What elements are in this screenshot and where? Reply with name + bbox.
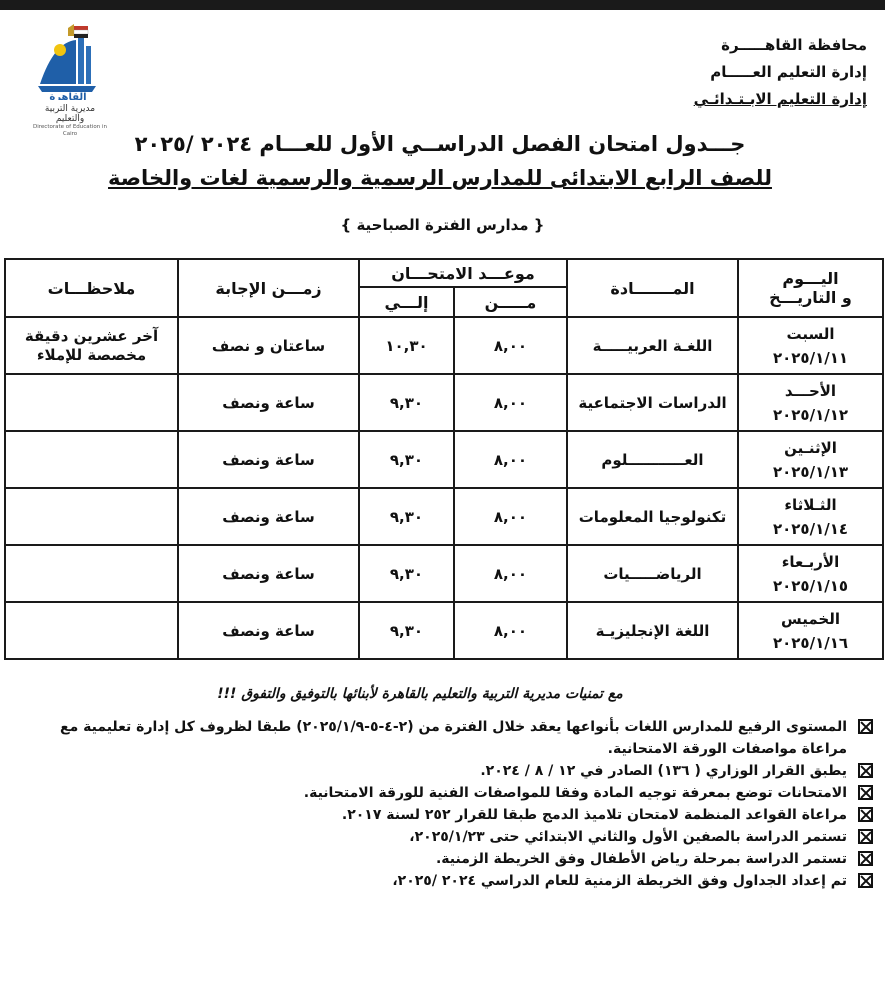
subject-cell: الرياضـــــيات: [567, 545, 738, 602]
day-date-cell: [738, 431, 883, 488]
from-time-cell: ٨,٠٠: [454, 545, 567, 602]
subject-cell: تكنولوجيا المعلومات: [567, 488, 738, 545]
list-item: [15, 826, 873, 848]
day-name: الخميس: [781, 609, 840, 628]
header-date: و التاريـــخ: [769, 288, 852, 307]
exam-date: ٢٠٢٥/١/١٤: [772, 519, 849, 538]
duration-cell: ساعة ونصف: [178, 431, 359, 488]
governorate-label: محافظة القاهـــــرة: [721, 36, 867, 54]
emblem-icon: [30, 22, 110, 100]
exam-date: ٢٠٢٥/١/١٣: [772, 462, 849, 481]
subject-cell: اللغـة العربيـــــة: [567, 317, 738, 374]
list-item: [15, 782, 873, 804]
day-name: الأربـعاء: [781, 552, 840, 571]
day-date-cell: [738, 545, 883, 602]
duration-cell: ساعة ونصف: [178, 602, 359, 659]
document-title: جـــدول امتحان الفصل الدراســي الأول للعـــام ٢٠٢٤ /٢٠٢٥: [134, 132, 746, 156]
list-item-text: تستمر الدراسة بمرحلة رياض الأطفال وفق الخريطة الزمنية.: [435, 851, 847, 867]
logo-arabic-caption: مديرية التربية والتعليم: [44, 104, 96, 124]
day-name: الإثنـين: [784, 438, 837, 457]
exam-date: ٢٠٢٥/١/١٥: [772, 576, 849, 595]
day-name: الأحـــد: [784, 381, 837, 400]
day-name: الثـلاثاء: [784, 495, 837, 514]
issuing-authority: [637, 32, 867, 113]
subject-cell: اللغة الإنجليزيـة: [567, 602, 738, 659]
header-to: إلـــي: [359, 287, 454, 317]
subject-cell: الدراسات الاجتماعية: [567, 374, 738, 431]
from-time-cell: ٨,٠٠: [454, 374, 567, 431]
from-time-cell: ٨,٠٠: [454, 431, 567, 488]
checkbox-x-icon: [858, 829, 873, 844]
table-row: [5, 431, 883, 488]
table-row: [5, 602, 883, 659]
duration-cell: ساعة ونصف: [178, 488, 359, 545]
general-education-label: إدارة التعليم العـــــام: [710, 63, 867, 81]
notes-cell: آخر عشرين دقيقة مخصصة للإملاء: [5, 317, 178, 374]
to-time-cell: ٩,٣٠: [359, 602, 454, 659]
exam-schedule-table: [4, 258, 884, 660]
list-item: [15, 870, 873, 892]
duration-cell: ساعتان و نصف: [178, 317, 359, 374]
header-day: اليـــوم: [782, 269, 839, 288]
notes-cell: [5, 374, 178, 431]
day-date-cell: [738, 317, 883, 374]
checkbox-x-icon: [858, 763, 873, 778]
document-subtitle-grade: [70, 166, 810, 190]
notes-list: [15, 716, 873, 892]
list-item: [15, 848, 873, 870]
table-row: [5, 488, 883, 545]
checkbox-x-icon: [858, 851, 873, 866]
to-time-cell: ٩,٣٠: [359, 488, 454, 545]
to-time-cell: ٩,٣٠: [359, 545, 454, 602]
day-date-cell: [738, 488, 883, 545]
notes-cell: [5, 431, 178, 488]
day-name: السبت: [786, 324, 835, 343]
duration-cell: ساعة ونصف: [178, 545, 359, 602]
shift-label: { مدارس الفترة الصباحية }: [340, 216, 545, 234]
exam-date: ٢٠٢٥/١/١١: [772, 348, 849, 367]
list-item-text: تستمر الدراسة بالصفين الأول والثاني الابتدائي حتى ٢٠٢٥/١/٢٣،: [409, 829, 847, 845]
notes-cell: [5, 488, 178, 545]
notes-cell: [5, 545, 178, 602]
exam-date: ٢٠٢٥/١/١٦: [772, 633, 849, 652]
header-exam-time: موعـــد الامتحـــان: [359, 259, 567, 287]
list-item: [15, 716, 873, 760]
header-notes: ملاحظـــات: [5, 259, 178, 317]
grade-line: للصف الرابع الابتدائى للمدارس الرسمية والرسمية لغات والخاصة: [108, 166, 772, 190]
closing-wishes: مع تمنيات مديرية التربية والتعليم بالقاهرة لأبنائها بالتوفيق والتفوق !!!: [217, 686, 623, 702]
list-item-text: الامتحانات توضع بمعرفة توجيه المادة وفقا للمواصفات الفنية للورقة الامتحانية.: [303, 785, 847, 801]
logo-wordmark: القاهرة: [49, 92, 87, 100]
list-item-text: يطبق القرار الوزاري ( ١٣٦) الصادر في ١٢ / ٨ / ٢٠٢٤.: [480, 763, 847, 779]
cairo-emblem-logo: [30, 22, 110, 137]
subject-cell: العـــــــــــلوم: [567, 431, 738, 488]
logo-english-caption: Directorate of Education in Cairo: [33, 124, 107, 137]
checkbox-x-icon: [858, 719, 873, 734]
day-date-cell: [738, 602, 883, 659]
list-item-text: المستوى الرفيع للمدارس اللغات بأنواعها يعقد خلال الفترة من (٢-٤-٥-٢٠٢٥/١/٩) طبقا لظروف كل إدارة تعليمية مع مراعاة مواصفات الورقة الامتحانية.: [60, 719, 847, 757]
header-from: مـــــن: [454, 287, 567, 317]
header-subject: المـــــــادة: [567, 259, 738, 317]
from-time-cell: ٨,٠٠: [454, 488, 567, 545]
list-item-text: تم إعداد الجداول وفق الخريطة الزمنية للعام الدراسي ٢٠٢٤ /٢٠٢٥،: [392, 873, 847, 889]
notes-cell: [5, 602, 178, 659]
table-header-row: [5, 259, 883, 287]
day-date-cell: [738, 374, 883, 431]
top-border: [0, 0, 885, 10]
primary-education-label: إدارة التعليم الابـتـدائـي: [693, 90, 867, 108]
from-time-cell: ٨,٠٠: [454, 602, 567, 659]
list-item: [15, 804, 873, 826]
exam-date: ٢٠٢٥/١/١٢: [772, 405, 849, 424]
list-item-text: مراعاة القواعد المنظمة لامتحان تلاميذ الدمج طبقا للقرار ٢٥٢ لسنة ٢٠١٧.: [341, 807, 847, 823]
to-time-cell: ٩,٣٠: [359, 431, 454, 488]
checkbox-x-icon: [858, 807, 873, 822]
list-item: [15, 760, 873, 782]
table-row: [5, 317, 883, 374]
to-time-cell: ٩,٣٠: [359, 374, 454, 431]
checkbox-x-icon: [858, 785, 873, 800]
checkbox-x-icon: [858, 873, 873, 888]
header-duration: زمـــن الإجابة: [178, 259, 359, 317]
duration-cell: ساعة ونصف: [178, 374, 359, 431]
table-row: [5, 545, 883, 602]
from-time-cell: ٨,٠٠: [454, 317, 567, 374]
table-row: [5, 374, 883, 431]
header-day-date: [738, 259, 883, 317]
to-time-cell: ١٠,٣٠: [359, 317, 454, 374]
